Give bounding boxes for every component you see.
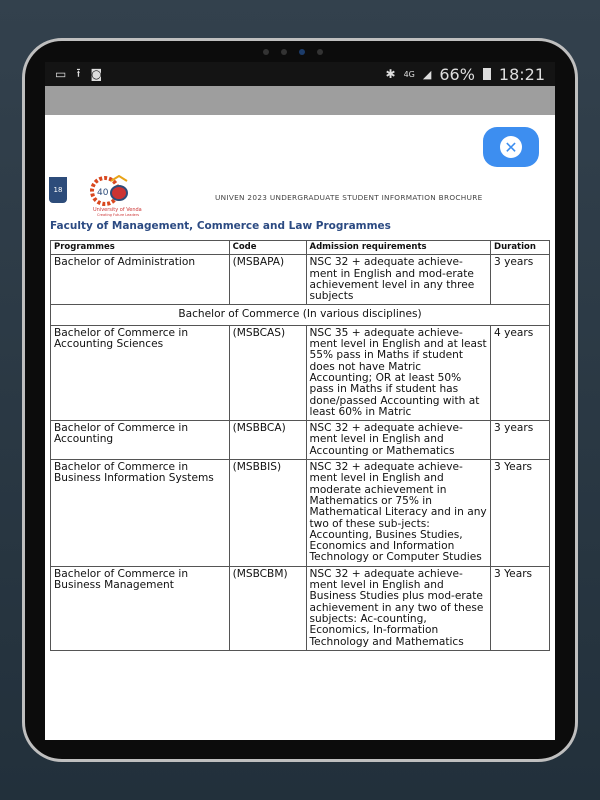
column-header: Programmes <box>51 241 230 255</box>
code-cell: (MSBBCA) <box>229 421 306 460</box>
duration-cell: 4 years <box>491 325 550 420</box>
table-row <box>51 325 550 420</box>
battery-percent: 66% <box>439 64 475 84</box>
column-header: Admission requirements <box>306 241 491 255</box>
camera-icon <box>299 49 305 55</box>
duration-cell: 3 Years <box>491 566 550 650</box>
brochure-header: UNIVEN 2023 UNDERGRADUATE STUDENT INFORMATION BROCHURE <box>215 193 483 202</box>
requirements-cell: NSC 35 + adequate achieve-ment level in English and at least 55% pass in Maths if student does not have Matric Accounting; OR at least 50% pass in Maths if student has done/passed Accounting with at least 60% in Matric <box>306 325 491 420</box>
wifi-icon: ◙ <box>90 67 103 81</box>
close-icon: ✕ <box>500 136 522 158</box>
code-cell: (MSBCAS) <box>229 325 306 420</box>
code-cell: (MSBAPA) <box>229 255 306 305</box>
duration-cell: 3 years <box>491 421 550 460</box>
signal-icon: ◢ <box>422 67 432 81</box>
duration-cell: 3 Years <box>491 460 550 567</box>
sensor <box>281 49 287 55</box>
programme-cell: Bachelor of Administration <box>51 255 230 305</box>
requirements-cell: NSC 32 + adequate achieve-ment level in English and Accounting or Mathematics <box>306 421 491 460</box>
programmes-table <box>50 240 550 651</box>
svg-text:40: 40 <box>97 188 109 198</box>
section-row <box>51 305 550 325</box>
sensor <box>317 49 323 55</box>
duration-cell: 3 years <box>491 255 550 305</box>
section-title: Faculty of Management, Commerce and Law Programmes <box>50 220 391 232</box>
programme-cell: Bachelor of Commerce in Business Information Systems <box>51 460 230 567</box>
programme-cell: Bachelor of Commerce in Business Management <box>51 566 230 650</box>
column-header: Code <box>229 241 306 255</box>
programme-cell: Bachelor of Commerce in Accounting <box>51 421 230 460</box>
university-logo <box>87 175 147 217</box>
table-row <box>51 255 550 305</box>
page-number: 18 <box>49 177 67 203</box>
table-row <box>51 566 550 650</box>
svg-text:Creating Future Leaders: Creating Future Leaders <box>97 213 140 217</box>
requirements-cell: NSC 32 + adequate achieve-ment level in English and moderate achievement in Mathematics or 75% in Mathematical Literacy and in any two of these sub-jects: Accounting, Busines Studies, Economics and Information Technology or Computer Studies <box>306 460 491 567</box>
status-bar <box>45 62 555 86</box>
commerce-heading: Bachelor of Commerce (In various disciplines) <box>51 305 550 325</box>
sensor <box>263 49 269 55</box>
requirements-cell: NSC 32 + adequate achieve-ment level in English and Business Studies plus mod-erate achievement in any two of these subjects: Ac-counting, Economics, In-formation Technology and Mathematics <box>306 566 491 650</box>
table-row <box>51 460 550 567</box>
table-row <box>51 421 550 460</box>
bluetooth-icon: ✱ <box>385 67 396 81</box>
clock: 18:21 <box>498 64 545 84</box>
close-button[interactable] <box>483 127 539 167</box>
battery-icon <box>483 68 491 80</box>
code-cell: (MSBCBM) <box>229 566 306 650</box>
upload-icon: ⭱ <box>76 65 81 80</box>
code-cell: (MSBBIS) <box>229 460 306 567</box>
requirements-cell: NSC 32 + adequate achieve-ment in English and mod-erate achievement level in any three subjects <box>306 255 491 305</box>
column-header: Duration <box>491 241 550 255</box>
viewer-toolbar <box>45 86 555 115</box>
table-header <box>51 241 550 255</box>
programme-cell: Bachelor of Commerce in Accounting Sciences <box>51 325 230 420</box>
svg-text:University of Venda: University of Venda <box>93 207 142 213</box>
network-type: 4G <box>403 69 415 79</box>
screen <box>45 62 555 740</box>
image-notification-icon: ▭ <box>55 67 67 81</box>
